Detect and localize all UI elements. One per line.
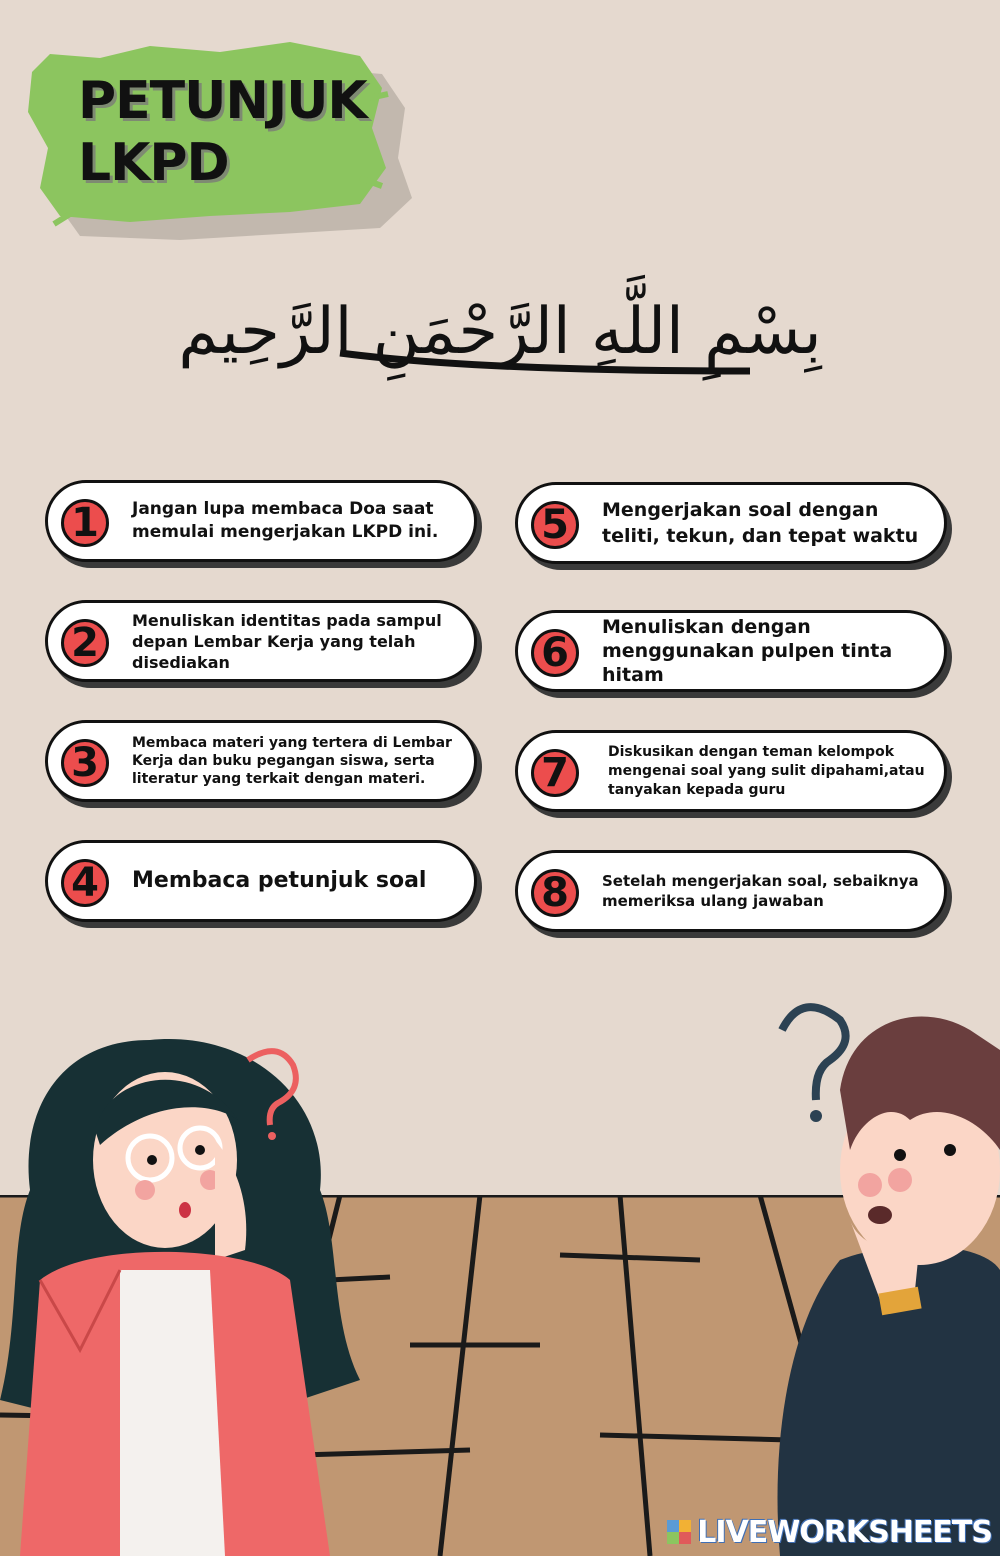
boy-thinking-illustration xyxy=(740,990,1000,1556)
instruction-text: Setelah mengerjakan soal, sebaiknya memeriksa ulang jawaban xyxy=(602,872,919,910)
instruction-item-1 xyxy=(45,480,477,562)
number-badge: 2 xyxy=(61,619,109,667)
title-line-2: LKPD xyxy=(78,133,229,193)
basmala-text: بِسْمِ اللَّهِ الرَّحْمَنِ الرَّحِيم xyxy=(178,295,822,369)
instruction-item-7 xyxy=(515,730,947,812)
instruction-text: Membaca materi yang tertera di Lembar Kerja dan buku pegangan siswa, serta literatur yang terkait dengan materi. xyxy=(132,735,452,787)
number-badge: 1 xyxy=(61,499,109,547)
page-title xyxy=(78,70,367,194)
instruction-item-5 xyxy=(515,482,947,564)
instruction-item-8 xyxy=(515,850,947,932)
instruction-text: Membaca petunjuk soal xyxy=(132,868,427,893)
instruction-item-4 xyxy=(45,840,477,922)
number-badge: 5 xyxy=(531,501,579,549)
instruction-text: Menuliskan identitas pada sampul depan Lembar Kerja yang telah disediakan xyxy=(132,610,442,672)
title-banner xyxy=(20,38,420,248)
number-badge: 4 xyxy=(61,859,109,907)
number-badge: 3 xyxy=(61,739,109,787)
girl-thinking-illustration xyxy=(0,1020,360,1556)
liveworksheets-logo-icon xyxy=(667,1520,691,1544)
instruction-item-2 xyxy=(45,600,477,682)
title-line-1: PETUNJUK xyxy=(78,71,367,131)
number-badge: 6 xyxy=(531,629,579,677)
number-badge: 8 xyxy=(531,869,579,917)
instruction-text: Menuliskan dengan menggunakan pulpen tinta hitam xyxy=(602,616,893,686)
watermark-text: LIVEWORKSHEETS xyxy=(697,1514,992,1550)
instruction-text: Diskusikan dengan teman kelompok mengenai soal yang sulit dipahami,atau tanyakan kepada guru xyxy=(608,743,925,798)
instruction-text: Jangan lupa membaca Doa saat memulai mengerjakan LKPD ini. xyxy=(132,499,439,542)
basmala-calligraphy xyxy=(150,275,850,425)
instruction-text: Mengerjakan soal dengan teliti, tekun, dan tepat waktu xyxy=(602,499,919,547)
instruction-item-3 xyxy=(45,720,477,802)
liveworksheets-watermark xyxy=(667,1512,992,1552)
number-badge: 7 xyxy=(531,749,579,797)
instruction-item-6 xyxy=(515,610,947,692)
